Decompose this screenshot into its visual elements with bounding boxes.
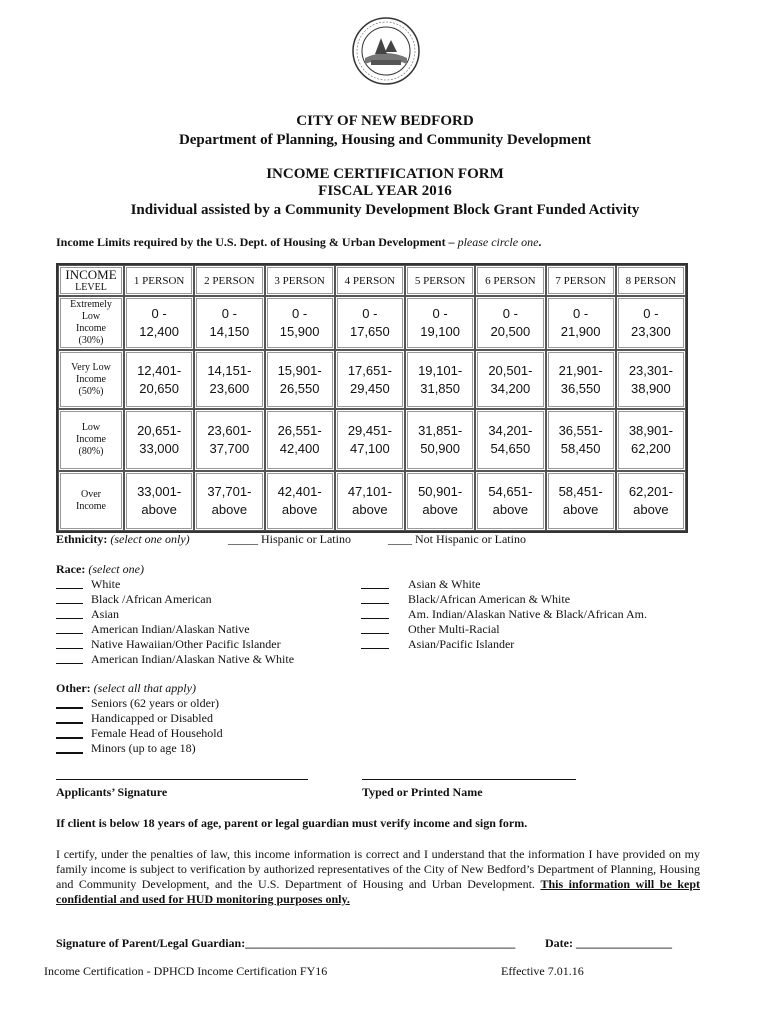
column-header: 3 PERSON [265, 265, 335, 296]
checkbox-blank[interactable] [56, 726, 83, 739]
income-range-cell[interactable]: 38,901- 62,200 [616, 409, 686, 471]
option-label: Asian [91, 607, 119, 621]
other-option[interactable] [56, 696, 223, 711]
ethnicity-not-hispanic-option[interactable]: ____ Not Hispanic or Latino [388, 532, 526, 546]
income-level-label: Extremely Low Income (30%) [58, 296, 124, 350]
race-option[interactable] [361, 592, 647, 607]
option-label: Black/African American & White [408, 592, 571, 606]
option-label: Asian/Pacific Islander [408, 637, 515, 651]
income-range-cell[interactable]: 42,401- above [265, 471, 335, 531]
income-range-cell[interactable]: 21,901- 36,550 [546, 350, 616, 409]
minor-note: If client is below 18 years of age, parent or legal guardian must verify income and sign form. [56, 816, 528, 830]
applicant-signature-label: Applicants’ Signature [56, 785, 168, 799]
other-option[interactable] [56, 741, 223, 756]
income-range-cell[interactable]: 0 - 14,150 [194, 296, 264, 350]
checkbox-blank[interactable] [361, 637, 389, 649]
race-option[interactable] [361, 637, 647, 652]
other-option[interactable] [56, 711, 223, 726]
column-header: 5 PERSON [405, 265, 475, 296]
income-level-label: Very Low Income (50%) [58, 350, 124, 409]
footer-form-name: Income Certification - DPHCD Income Certification FY16 [44, 964, 328, 978]
option-label: Handicapped or Disabled [91, 711, 213, 725]
income-row [58, 409, 686, 471]
guardian-signature-field[interactable]: Signature of Parent/Legal Guardian:_____________________________________________ [56, 936, 516, 950]
income-level-label: Low Income (80%) [58, 409, 124, 471]
income-range-cell[interactable]: 33,001- above [124, 471, 194, 531]
option-label: American Indian/Alaskan Native & White [91, 652, 295, 666]
checkbox-blank[interactable] [56, 696, 83, 709]
applicant-signature-line[interactable] [56, 779, 308, 780]
race-options-left [56, 577, 294, 667]
race-option[interactable] [56, 607, 294, 622]
option-label: Minors (up to age 18) [91, 741, 196, 755]
city-seal-icon [351, 16, 421, 86]
checkbox-blank[interactable] [56, 637, 83, 649]
other-label: Other: (select all that apply) [56, 681, 196, 695]
income-range-cell[interactable]: 14,151- 23,600 [194, 350, 264, 409]
income-range-cell[interactable]: 62,201- above [616, 471, 686, 531]
printed-name-label: Typed or Printed Name [362, 785, 483, 799]
checkbox-blank[interactable] [361, 622, 389, 634]
race-option[interactable] [56, 637, 294, 652]
ethnicity-label: Ethnicity: (select one only) [56, 532, 190, 546]
certification-paragraph: I certify, under the penalties of law, this income information is correct and I understand that the information I have provided on my family income is subject to verification by authorized representatives of the City of New Bedford’s Department of Planning, Housing and Community Development, and the U.S. Department of Housing and Urban Development. This information will be kept confidential and used for HUD monitoring purposes only. [56, 847, 700, 906]
income-range-cell[interactable]: 20,501- 34,200 [475, 350, 545, 409]
race-option[interactable] [56, 622, 294, 637]
income-range-cell[interactable]: 17,651- 29,450 [335, 350, 405, 409]
department-name: Department of Planning, Housing and Community Development [178, 132, 592, 148]
race-option[interactable] [56, 652, 294, 667]
checkbox-blank[interactable] [361, 592, 389, 604]
race-option[interactable] [361, 577, 647, 592]
income-range-cell[interactable]: 15,901- 26,550 [265, 350, 335, 409]
income-range-cell[interactable]: 47,101- above [335, 471, 405, 531]
income-range-cell[interactable]: 19,101- 31,850 [405, 350, 475, 409]
column-header: 7 PERSON [546, 265, 616, 296]
checkbox-blank[interactable] [56, 741, 83, 754]
income-range-cell[interactable]: 0 - 17,650 [335, 296, 405, 350]
income-range-cell[interactable]: 0 - 20,500 [475, 296, 545, 350]
option-label: Other Multi-Racial [408, 622, 500, 636]
income-range-cell[interactable]: 20,651- 33,000 [124, 409, 194, 471]
other-option[interactable] [56, 726, 223, 741]
income-range-cell[interactable]: 23,301- 38,900 [616, 350, 686, 409]
column-header: 8 PERSON [616, 265, 686, 296]
option-label: American Indian/Alaskan Native [91, 622, 250, 636]
income-level-label: Over Income [58, 471, 124, 531]
option-label: Native Hawaiian/Other Pacific Islander [91, 637, 281, 651]
race-option[interactable] [361, 622, 647, 637]
income-range-cell[interactable]: 36,551- 58,450 [546, 409, 616, 471]
race-option[interactable] [361, 607, 647, 622]
form-title-block [0, 166, 770, 219]
option-label: White [91, 577, 121, 591]
checkbox-blank[interactable] [56, 622, 83, 634]
income-limits-table [56, 263, 688, 533]
income-level-header: INCOME LEVEL [58, 265, 124, 296]
income-limits-note: Income Limits required by the U.S. Dept. of Housing & Urban Development – please circle one. [56, 235, 542, 249]
income-range-cell[interactable]: 26,551- 42,400 [265, 409, 335, 471]
other-options [56, 696, 223, 756]
form-title: INCOME CERTIFICATION FORM [266, 166, 504, 182]
printed-name-line[interactable] [362, 779, 576, 780]
column-header: 1 PERSON [124, 265, 194, 296]
income-range-cell[interactable]: 0 - 19,100 [405, 296, 475, 350]
income-range-cell[interactable]: 31,851- 50,900 [405, 409, 475, 471]
income-row [58, 296, 686, 350]
race-options-right [361, 577, 647, 652]
income-range-cell[interactable]: 0 - 12,400 [124, 296, 194, 350]
option-label: Asian & White [408, 577, 481, 591]
date-field[interactable]: Date: ________________ [545, 936, 672, 950]
checkbox-blank[interactable] [56, 652, 83, 664]
race-label: Race: (select one) [56, 562, 144, 576]
checkbox-blank[interactable] [361, 607, 389, 619]
checkbox-blank[interactable] [56, 592, 83, 604]
checkbox-blank[interactable] [56, 711, 83, 724]
footer-effective-date: Effective 7.01.16 [501, 964, 584, 978]
checkbox-blank[interactable] [56, 607, 83, 619]
income-range-cell[interactable]: 58,451- above [546, 471, 616, 531]
checkbox-blank[interactable] [361, 577, 389, 589]
income-row [58, 350, 686, 409]
income-range-cell[interactable]: 29,451- 47,100 [335, 409, 405, 471]
option-label: Black /African American [91, 592, 212, 606]
option-label: Seniors (62 years or older) [91, 696, 219, 710]
city-name: CITY OF NEW BEDFORD [296, 113, 474, 129]
income-range-cell[interactable]: 0 - 21,900 [546, 296, 616, 350]
form-subtitle: Individual assisted by a Community Development Block Grant Funded Activity [130, 202, 640, 218]
income-range-cell[interactable]: 54,651- above [475, 471, 545, 531]
race-option[interactable] [56, 577, 294, 592]
confidential-notice: This information will be kept confidential and used for HUD monitoring purposes only. [56, 877, 700, 906]
column-header: 4 PERSON [335, 265, 405, 296]
income-range-cell[interactable]: 0 - 15,900 [265, 296, 335, 350]
ethnicity-hispanic-option[interactable]: _____ Hispanic or Latino [228, 532, 351, 546]
income-range-cell[interactable]: 50,901- above [405, 471, 475, 531]
income-range-cell[interactable]: 23,601- 37,700 [194, 409, 264, 471]
race-option[interactable] [56, 592, 294, 607]
circle-instruction: please circle one [457, 235, 539, 249]
income-row [58, 471, 686, 531]
checkbox-blank[interactable] [56, 577, 83, 589]
page-header [0, 112, 770, 150]
fiscal-year: FISCAL YEAR 2016 [318, 183, 452, 199]
income-range-cell[interactable]: 0 - 23,300 [616, 296, 686, 350]
column-header: 2 PERSON [194, 265, 264, 296]
option-label: Female Head of Household [91, 726, 223, 740]
column-header: 6 PERSON [475, 265, 545, 296]
income-range-cell[interactable]: 37,701- above [194, 471, 264, 531]
income-range-cell[interactable]: 12,401- 20,650 [124, 350, 194, 409]
option-label: Am. Indian/Alaskan Native & Black/African Am. [408, 607, 647, 621]
income-range-cell[interactable]: 34,201- 54,650 [475, 409, 545, 471]
